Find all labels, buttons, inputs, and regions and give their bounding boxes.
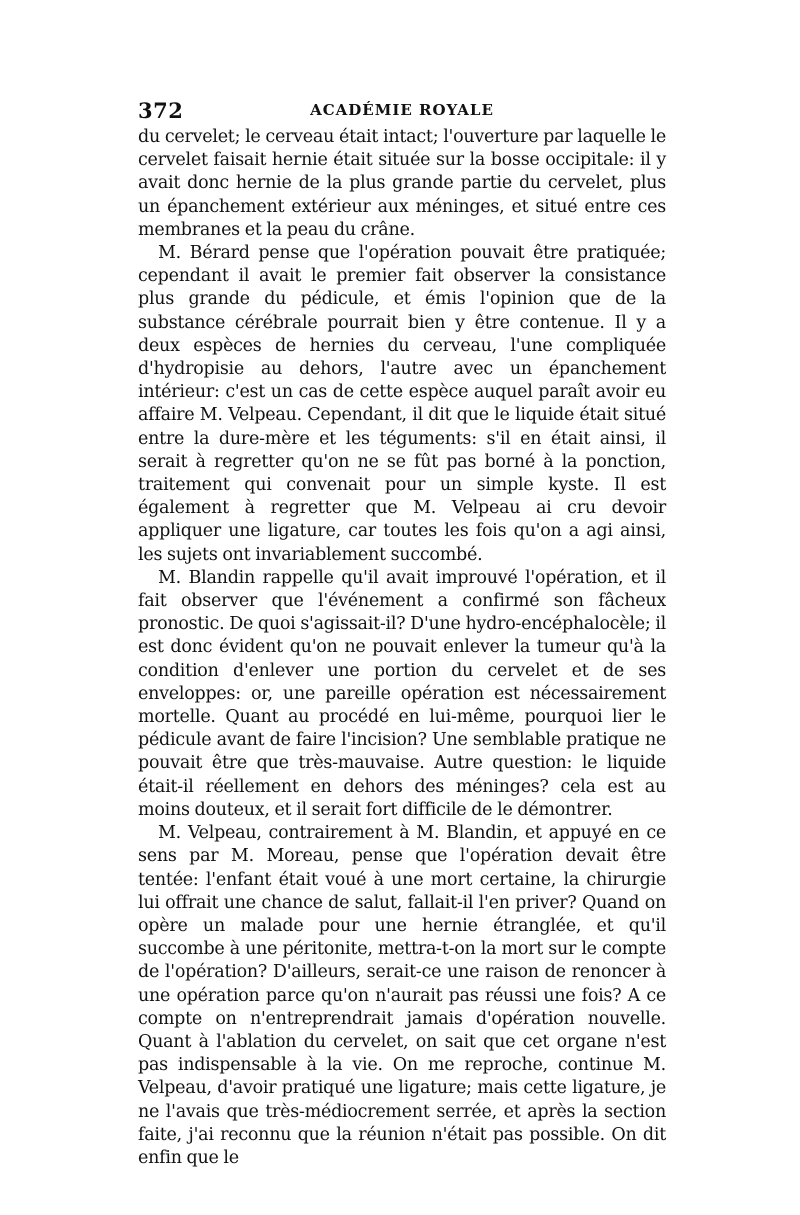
paragraph-blandin: M. Blandin rappelle qu'il avait improuvé l'opération, et il fait observer que l'événement a confirmé son fâcheux pronostic. De quoi s'agissait-il? D'une hydro-encéphalocèle; il est donc évident qu'on ne pouvait enlever la tumeur qu'à la condition d'enlever une portion du cervelet et de ses enveloppes: or, une pareille opération est nécessairement mortelle. Quant au procédé en lui-même, pourquoi lier le pédicule avant de faire l'incision? Une semblable pratique ne pouvait être que très-mauvaise. Autre question: le liquide était-il réellement en dehors des méninges? cela est au moins douteux, et il serait fort difficile de le démontrer. (138, 567, 666, 820)
paragraph-velpeau: M. Velpeau, contrairement à M. Blandin, et appuyé en ce sens par M. Moreau, pense que l'opération devait être tentée: l'enfant était voué à une mort certaine, la chirurgie lui offrait une chance de salut, fallait-il l'en priver? Quand on opère un malade pour une hernie étranglée, et qu'il succombe à une péritonite, mettra-t-on la mort sur le compte de l'opération? D'ailleurs, serait-ce une raison de renoncer à une opération parce qu'on n'aurait pas réussi une fois? A ce compte on n'entreprendrait jamais d'opération nouvelle. Quant à l'ablation du cervelet, on sait que cet organe n'est pas indispensable à la vie. On me reproche, continue M. Velpeau, d'avoir pratiqué une ligature; mais cette ligature, je ne l'avais que très-médiocrement serrée, et après la section faite, j'ai reconnu que la réunion n'était pas possible. On dit enfin que le (138, 823, 666, 1168)
running-title: ACADÉMIE ROYALE (310, 101, 494, 119)
book-page (138, 98, 666, 1170)
page-number: 372 (138, 98, 184, 123)
page-header (138, 98, 666, 126)
body-text (138, 126, 666, 1170)
paragraph-continuation: du cervelet; le cerveau était intact; l'ouverture par laquelle le cervelet faisait hernie était située sur la bosse occipitale: il y avait donc hernie de la plus grande partie du cervelet, plus un épanchement extérieur aux méninges, et situé entre ces membranes et la peau du crâne. (138, 127, 666, 240)
paragraph-berard: M. Bérard pense que l'opération pouvait être pratiquée; cependant il avait le premier fait observer la consistance plus grande du pédicule, et émis l'opinion que de la substance cérébrale pourrait bien y être contenue. Il y a deux espèces de hernies du cerveau, l'une compliquée d'hydropisie au dehors, l'autre avec un épanchement intérieur: c'est un cas de cette espèce auquel paraît avoir eu affaire M. Velpeau. Cependant, il dit que le liquide était situé entre la dure-mère et les téguments: s'il en était ainsi, il serait à regretter qu'on ne se fût pas borné à la ponction, traitement qui convenait pour un simple kyste. Il est également à regretter que M. Velpeau ai cru devoir appliquer une ligature, car toutes les fois qu'on a agi ainsi, les sujets ont invariablement succombé. (138, 243, 666, 565)
